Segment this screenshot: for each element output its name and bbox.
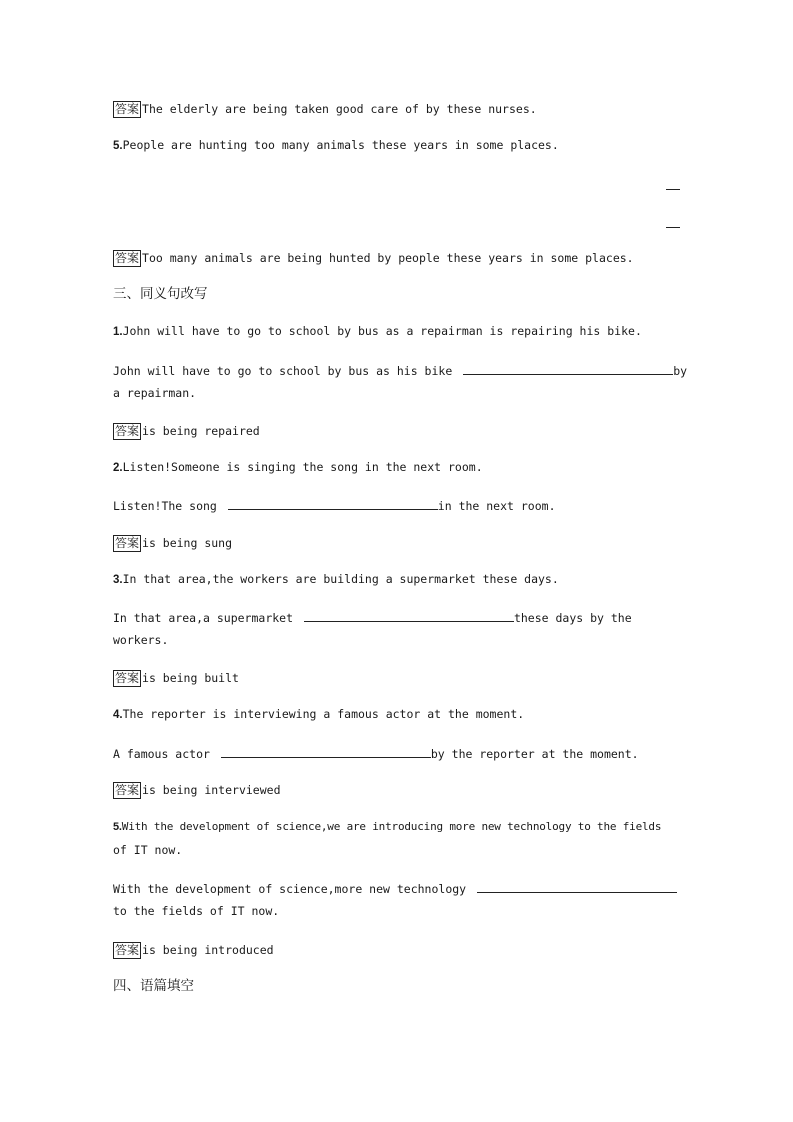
- question-line: [113, 819, 680, 835]
- rewrite-text: by the reporter at the moment.: [430, 747, 639, 761]
- question-number: 5.: [113, 821, 122, 833]
- rewrite-line: [113, 362, 688, 379]
- fill-blank[interactable]: [304, 609, 514, 622]
- rewrite-line: [113, 880, 680, 897]
- answer-line: [113, 101, 680, 118]
- rewrite-line: [113, 745, 680, 762]
- answer-label: 答案: [115, 536, 140, 550]
- question-text: The reporter is interviewing a famous actor at the moment.: [122, 707, 525, 721]
- answer-blank-line: [666, 227, 680, 228]
- question-text: With the development of science,we are introducing more new technology to the fields: [121, 820, 662, 833]
- rewrite-text: John will have to go to school by bus as his bike: [113, 364, 453, 378]
- answer-label: 答案: [115, 671, 140, 685]
- question-number: 4.: [113, 709, 123, 721]
- question-text: John will have to go to school by bus as a repairman is repairing his bike.: [122, 324, 642, 338]
- answer-line: [113, 535, 680, 552]
- rewrite-text: in the next room.: [437, 499, 556, 513]
- answer-text: is being interviewed: [142, 783, 281, 797]
- answer-blank-line: [666, 189, 680, 190]
- rewrite-text: by: [673, 364, 688, 378]
- rewrite-text: workers.: [113, 633, 169, 647]
- rewrite-text: In that area,a supermarket: [113, 611, 294, 625]
- question-text: People are hunting too many animals these years in some places.: [122, 138, 559, 152]
- answer-label: 答案: [115, 424, 140, 438]
- rewrite-text: With the development of science,more new technology: [113, 882, 467, 896]
- answer-text: Too many animals are being hunted by people these years in some places.: [142, 251, 634, 265]
- rewrite-line: [113, 904, 680, 919]
- fill-blank[interactable]: [463, 362, 673, 375]
- answer-text: is being sung: [142, 536, 233, 550]
- question-text: of IT now.: [113, 843, 183, 857]
- fill-blank[interactable]: [477, 880, 677, 893]
- question-line: [113, 460, 680, 476]
- question-number: 2.: [113, 462, 123, 474]
- question-line: [113, 138, 680, 154]
- rewrite-text: a repairman.: [113, 386, 197, 400]
- fill-blank[interactable]: [228, 497, 438, 510]
- question-number: 1.: [113, 326, 123, 338]
- question-line: [113, 707, 680, 723]
- rewrite-text: to the fields of IT now.: [113, 904, 280, 918]
- answer-line: [113, 250, 680, 267]
- answer-text: is being built: [142, 671, 239, 685]
- question-text: In that area,the workers are building a supermarket these days.: [122, 572, 559, 586]
- rewrite-line: [113, 386, 680, 401]
- answer-line: [113, 782, 680, 799]
- question-number: 5.: [113, 140, 123, 152]
- fill-blank[interactable]: [221, 745, 431, 758]
- answer-line: [113, 670, 680, 687]
- answer-label: 答案: [115, 943, 140, 957]
- answer-text: The elderly are being taken good care of by these nurses.: [142, 102, 537, 116]
- rewrite-line: [113, 609, 680, 626]
- rewrite-line: [113, 497, 680, 514]
- answer-text: is being introduced: [142, 943, 274, 957]
- answer-line: [113, 423, 680, 440]
- section-title: 三、同义句改写: [113, 286, 208, 302]
- answer-line: [113, 942, 680, 959]
- question-line: [113, 572, 680, 588]
- rewrite-text: A famous actor: [113, 747, 210, 761]
- rewrite-line: [113, 633, 680, 648]
- rewrite-text: these days by the: [513, 611, 632, 625]
- answer-label: 答案: [115, 251, 140, 265]
- question-number: 3.: [113, 574, 123, 586]
- answer-label: 答案: [115, 783, 140, 797]
- question-line: [113, 843, 680, 858]
- answer-label: 答案: [115, 102, 140, 116]
- section-title: 四、语篇填空: [113, 978, 194, 994]
- answer-text: is being repaired: [142, 424, 260, 438]
- question-line: [113, 324, 680, 340]
- rewrite-text: Listen!The song: [113, 499, 217, 513]
- question-text: Listen!Someone is singing the song in the next room.: [122, 460, 483, 474]
